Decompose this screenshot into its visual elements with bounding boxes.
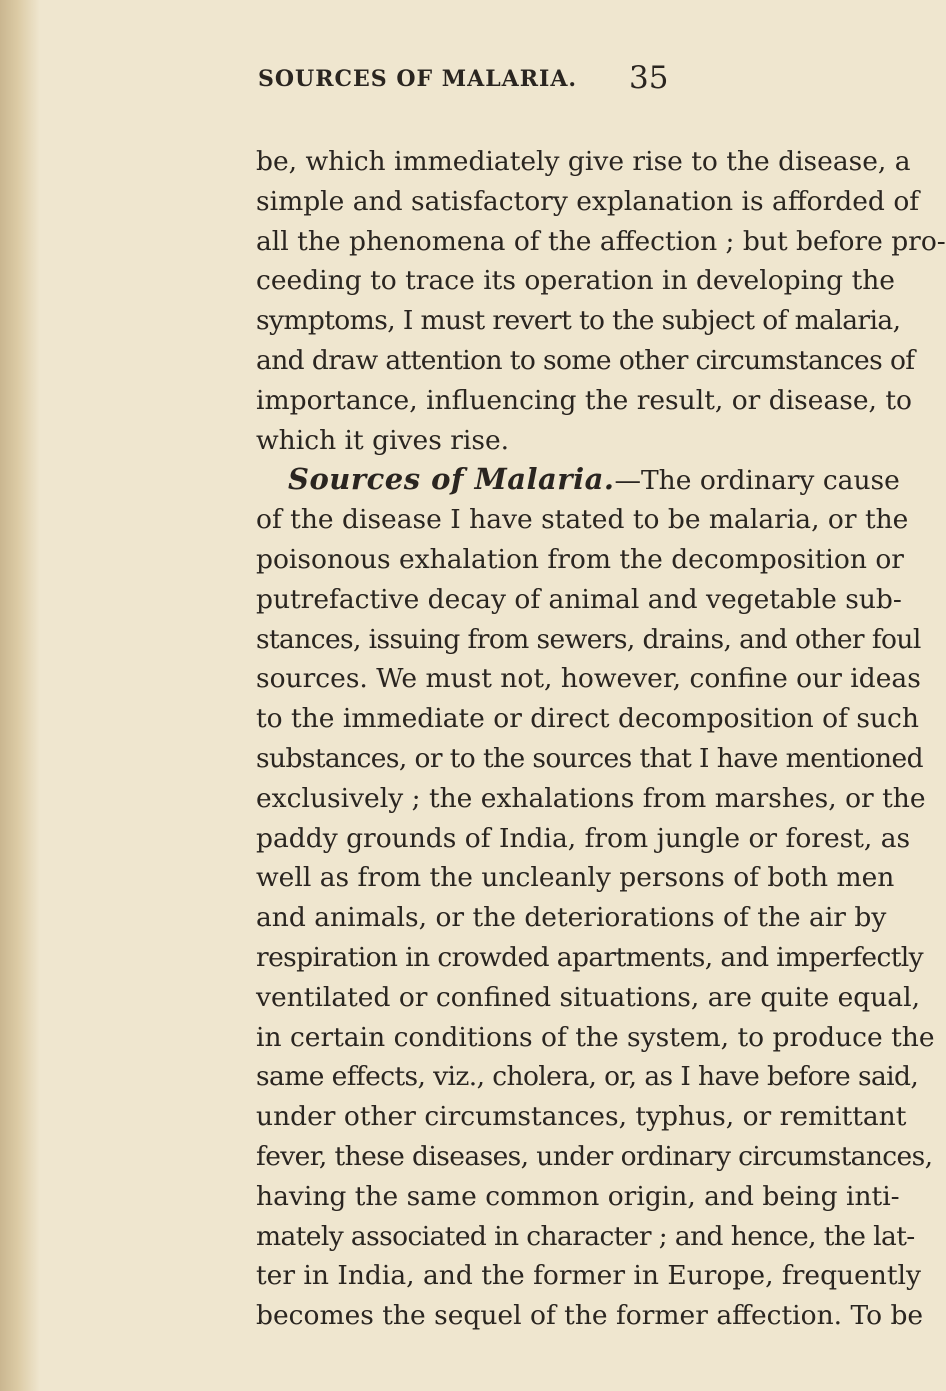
paragraph-2 [256, 460, 935, 1336]
paragraph-1 [256, 142, 946, 460]
text-line: be, which immediately give rise to the disease, a [256, 146, 911, 177]
text-line: under other circumstances, typhus, or remittant [256, 1101, 907, 1133]
text-line: which it gives rise. [256, 424, 510, 456]
section-heading: Sources of Malaria. [288, 462, 615, 497]
heading-line-text: —The ordinary cause [614, 465, 900, 497]
text-line: to the immediate or direct decomposition of such [256, 703, 919, 735]
section-heading-line [256, 460, 900, 500]
running-head [258, 60, 678, 106]
text-line: well as from the uncleanly persons of both men [256, 862, 895, 894]
running-head-title: SOURCES OF MALARIA. [258, 66, 578, 92]
text-line: having the same common origin, and being inti- [256, 1180, 900, 1212]
text-line: mately associated in character ; and hence, the lat- [256, 1220, 915, 1252]
text-line: paddy grounds of India, from jungle or forest, as [256, 822, 911, 854]
text-line: stances, issuing from sewers, drains, and other foul [256, 623, 921, 655]
text-line: sources. We must not, however, confine our ideas [256, 663, 921, 695]
text-line: fever, these diseases, under ordinary circumstances, [256, 1140, 933, 1172]
text-line: simple and satisfactory explanation is afforded of [256, 185, 920, 217]
text-line: poisonous exhalation from the decomposition or [256, 543, 904, 575]
page-number: 35 [629, 60, 669, 96]
text-line: symptoms, I must revert to the subject of malaria, [256, 305, 901, 337]
text-line: of the disease I have stated to be malaria, or the [256, 504, 909, 536]
text-line: same effects, viz., cholera, or, as I have before said, [256, 1061, 919, 1093]
text-line: substances, or to the sources that I have mentioned [256, 742, 923, 774]
body-text [256, 142, 946, 1336]
text-line: exclusively ; the exhalations from marshes, or the [256, 782, 926, 814]
text-line: putrefactive decay of animal and vegetable sub- [256, 583, 902, 615]
text-line: ceeding to trace its operation in developing the [256, 265, 895, 297]
text-line: respiration in crowded apartments, and imperfectly [256, 941, 924, 973]
text-line: and animals, or the deteriorations of the air by [256, 902, 887, 934]
text-line: and draw attention to some other circumstances of [256, 344, 915, 376]
page-gutter-shadow [0, 0, 40, 1391]
text-line: in certain conditions of the system, to produce the [256, 1021, 935, 1053]
text-line: ter in India, and the former in Europe, frequently [256, 1260, 921, 1292]
text-line: ventilated or confined situations, are quite equal, [256, 981, 920, 1013]
text-line: becomes the sequel of the former affection. To be [256, 1300, 924, 1332]
text-line: all the phenomena of the affection ; but before pro- [256, 225, 946, 257]
text-line: importance, influencing the result, or disease, to [256, 384, 912, 416]
